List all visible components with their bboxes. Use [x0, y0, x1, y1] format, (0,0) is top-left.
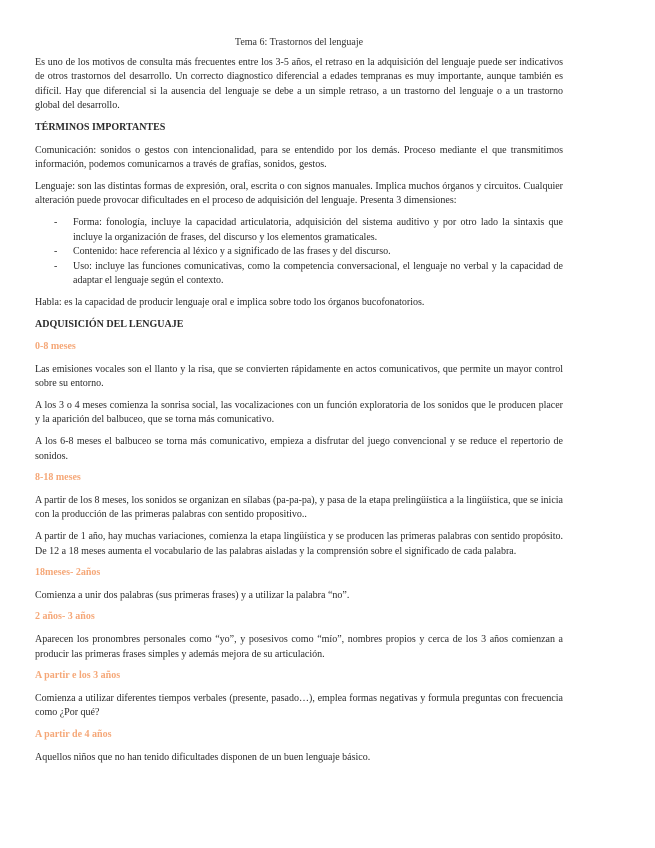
terms-heading: TÉRMINOS IMPORTANTES — [35, 121, 166, 133]
section-heading-4: A partir de 4 años — [35, 728, 112, 740]
intro-paragraph: Es uno de los motivos de consulta más frecuentes entre los 3-5 años, el retraso en la adquisición del lenguaje puede ser indicativos de otros trastornos del desarrollo. Un correcto diagnostico diferencial a edades tempranas es muy importante, aunque también es difícil. Hay que diferencial si la ausencia del lenguaje se debe a un simple retraso, a un trastorno del lenguaje o a un trastorno global del desarrollo. — [35, 56, 563, 112]
document-page — [35, 36, 563, 772]
comunicacion-paragraph: Comunicación: sonidos o gestos con intencionalidad, para se entendido por los demás. Proceso mediante el que transmitimos información, podemos comunicarnos a través de grafías, sonidos, gestos. — [35, 144, 563, 171]
section-paragraph: Comienza a unir dos palabras (sus primeras frases) y a utilizar la palabra “no”. — [35, 589, 350, 601]
section-paragraph: Comienza a utilizar diferentes tiempos verbales (presente, pasado…), emplea formas negativas y formula preguntas con frecuencia como ¿Por qué? — [35, 692, 563, 719]
section-heading-3: A partir e los 3 años — [35, 670, 121, 682]
section-paragraph: A los 6-8 meses el balbuceo se torna más comunicativo, empieza a disfrutar del juego convencional y se reduce el repertorio de sonidos. — [35, 436, 563, 462]
lenguaje-paragraph: Lenguaje: son las distintas formas de expresión, oral, escrita o con signos manuales. Implica muchos órganos y circuitos. Cualquier alteración puede provocar dificultades en el proceso de adquisición del lenguaje. Presenta 3 dimensiones: — [35, 180, 563, 207]
list-item-text: Contenido: hace referencia al léxico y a significado de las frases y del discurso. — [73, 246, 391, 258]
list-dash: - — [54, 216, 58, 228]
section-paragraph: Las emisiones vocales son el llanto y la risa, que se convierten rápidamente en actos comunicativos, que permite un mayor control sobre su entorno. — [35, 363, 563, 390]
section-heading-0-8: 0-8 meses — [35, 341, 76, 353]
section-paragraph: Aparecen los pronombres personales como “yo”, y posesivos como “mío”, nombres propios y cerca de los 3 años comienzan a producir las primeras frases simples y además mejora de su articulación. — [35, 634, 563, 660]
adquisicion-heading: ADQUISICIÓN DEL LENGUAJE — [35, 318, 184, 330]
list-item — [35, 260, 563, 289]
section-paragraph: Aquellos niños que no han tenido dificultades disponen de un buen lenguaje básico. — [35, 751, 371, 763]
section-heading-2-3: 2 años- 3 años — [35, 611, 95, 623]
document-title: Tema 6: Trastornos del lenguaje — [234, 37, 364, 48]
dimensions-list — [35, 216, 563, 289]
habla-paragraph: Habla: es la capacidad de producir lenguaje oral e implica sobre todo los órganos bucofonatorios. — [35, 296, 425, 308]
list-item-text: Forma: fonología, incluye la capacidad articulatoria, adquisición del sistema auditivo y por otro lado la sintaxis que incluye la organización de frases, del discurso y los elementos gramaticales. — [73, 216, 563, 243]
list-dash: - — [54, 260, 58, 272]
section-paragraph: A partir de los 8 meses, los sonidos se organizan en sílabas (pa-pa-pa), y pasa de la etapa prelingüística a la lingüística, que se inicia con la producción de las primeras palabras con sentido propositivo.. — [35, 494, 563, 521]
section-heading-8-18: 8-18 meses — [35, 472, 81, 484]
list-item-text: Uso: incluye las funciones comunicativas, como la competencia conversacional, el lenguaje no verbal y la capacidad de adaptar el lenguaje según el contexto. — [73, 260, 563, 287]
section-paragraph: A los 3 o 4 meses comienza la sonrisa social, las vocalizaciones con un función exploratoria de los sonidos que le producen placer y la aparición del balbuceo, que se torna más comunicativo. — [35, 399, 563, 426]
list-item — [35, 245, 563, 260]
section-paragraph: A partir de 1 año, hay muchas variaciones, comienza la etapa lingüística y se producen las primeras palabras con sentido propósito. De 12 a 18 meses aumenta el vocabulario de las palabras aisladas y la comprensión sobre el significado de cada palabra. — [35, 531, 563, 557]
list-item — [35, 216, 563, 245]
section-heading-18-24: 18meses- 2años — [35, 567, 101, 579]
list-dash: - — [54, 246, 58, 258]
